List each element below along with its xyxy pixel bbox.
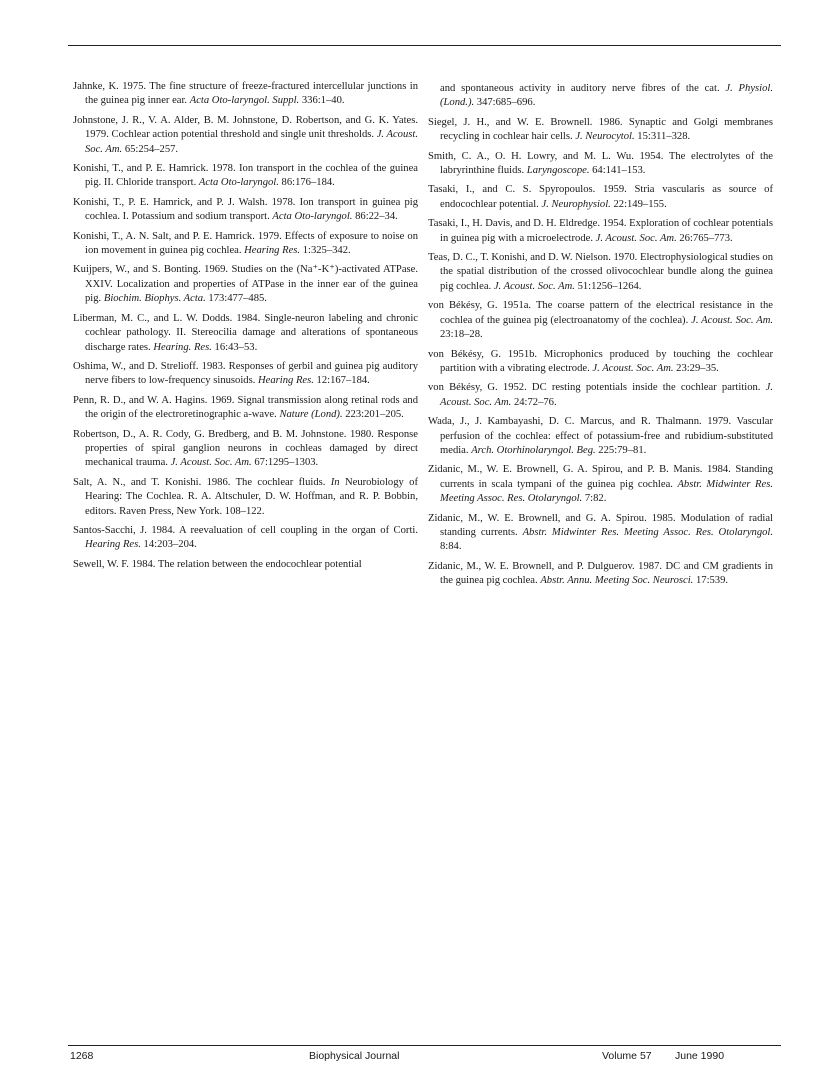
reference-citation: 67:1295–1303. [251, 457, 319, 469]
reference-text: Teas, D. C., T. Konishi, and D. W. Nielson. 1970. Electrophysiological studies on the spatial distribution of the crossed olivocochlear bundle along the guinea pig cochlea. [428, 252, 773, 292]
reference-text: Zidanic, M., W. E. Brownell, G. A. Spirou, and P. B. Manis. 1984. Standing currents in scala tympani of the guinea pig cochlea. [428, 464, 773, 490]
reference-text: Konishi, T., P. E. Hamrick, and P. J. Walsh. 1978. Ion transport in guinea pig cochlea. I. Potassium and sodium transport. [73, 196, 418, 223]
reference-text: Zidanic, M., W. E. Brownell, and G. A. Spirou. 1985. Modulation of radial standing currents. [428, 512, 773, 538]
reference-citation: 223:201–205. [342, 409, 404, 421]
reference-entry [73, 524, 418, 553]
reference-text: Konishi, T., and P. E. Hamrick. 1978. Ion transport in the cochlea of the guinea pig. II. Chloride transport. [73, 163, 418, 189]
reference-journal: J. Neurophysiol. [541, 198, 611, 210]
reference-text: Smith, C. A., O. H. Lowry, and M. L. Wu. 1954. The electrolytes of the labryrinthine fluids. [428, 150, 773, 177]
reference-journal: Abstr. Annu. Meeting Soc. Neurosci. [540, 575, 694, 587]
reference-entry [428, 299, 773, 342]
reference-journal: Laryngoscope. [526, 165, 590, 177]
reference-entry [73, 360, 418, 389]
reference-entry [73, 476, 418, 519]
reference-entry [428, 560, 773, 589]
references-right-column [428, 82, 773, 594]
reference-journal: Abstr. Midwinter Res. Meeting Assoc. Res. Otolaryngol. [522, 526, 773, 538]
reference-entry [428, 217, 773, 246]
reference-text: von Békésy, G. 1951b. Microphonics produced by touching the cochlear partition with a vibrating electrode. [428, 348, 773, 374]
footer-volume: Volume 57 [602, 1050, 652, 1062]
reference-citation: 86:22–34. [352, 211, 398, 223]
reference-text: Siegel, J. H., and W. E. Brownell. 1986. Synaptic and Golgi membranes recycling in cochlear hair cells. [428, 116, 773, 143]
reference-citation: 7:82. [582, 493, 607, 505]
reference-citation: 8:84. [440, 541, 462, 553]
reference-entry [428, 82, 773, 111]
reference-journal: Biochim. Biophys. Acta. [103, 293, 206, 305]
reference-entry [73, 80, 418, 109]
reference-citation: 23:18–28. [440, 329, 483, 341]
reference-entry [428, 381, 773, 410]
reference-text: Kuijpers, W., and S. Bonting. 1969. Studies on the (Na⁺-K⁺)-activated ATPase. XXIV. Localization and properties of ATPase in the inner ear of the guinea pig. [73, 264, 418, 305]
reference-citation: 14:203–204. [140, 539, 197, 551]
reference-entry [73, 162, 418, 191]
reference-entry [428, 415, 773, 458]
reference-citation: 64:141–153. [589, 165, 646, 177]
reference-journal: J. Physiol. (Lond.). [440, 83, 773, 109]
reference-text: Konishi, T., A. N. Salt, and P. E. Hamrick. 1979. Effects of exposure to noise on ion movement in guinea pig cochlea. [73, 230, 418, 257]
reference-citation: 12:167–184. [313, 375, 370, 387]
reference-text: and spontaneous activity in auditory nerve fibres of the cat. [440, 83, 726, 94]
reference-entry [428, 150, 773, 179]
reference-citation: 1:325–342. [300, 245, 351, 257]
reference-text: Robertson, D., A. R. Cody, G. Bredberg, and B. M. Johnstone. 1980. Response properties of spiral ganglion neurons in cochleas damaged by direct mechanical trauma. [73, 428, 418, 469]
reference-journal: In [330, 476, 340, 488]
reference-citation: 22:149–155. [610, 198, 667, 210]
reference-entry [428, 116, 773, 145]
reference-entry [428, 463, 773, 506]
reference-text: Oshima, W., and D. Strelioff. 1983. Responses of gerbil and guinea pig auditory nerve fibers to low-frequency sinusoids. [73, 360, 418, 387]
reference-citation: 17:539. [693, 575, 729, 587]
reference-text: von Békésy, G. 1951a. The coarse pattern of the electrical resistance in the cochlea of the guinea pig (electroanatomy of the cochlea). [428, 300, 773, 326]
reference-citation: Neurobiology of Hearing: The Cochlea. R. A. Altschuler, D. W. Hoffman, and R. P. Bobbin, editors. Raven Press, New York. 108–122. [85, 476, 418, 517]
reference-journal: Acta Oto-laryngol. Suppl. [189, 95, 300, 107]
reference-text: Zidanic, M., W. E. Brownell, and P. Dulguerov. 1987. DC and CM gradients in the guinea pig cochlea. [428, 560, 773, 587]
reference-entry [73, 114, 418, 157]
footer-date: June 1990 [675, 1050, 725, 1062]
reference-journal: Hearing. Res. [153, 341, 212, 353]
reference-entry [73, 230, 418, 259]
reference-text: Jahnke, K. 1975. The fine structure of freeze-fractured intercellular junctions in the guinea pig inner ear. [73, 81, 418, 107]
reference-journal: Arch. Otorhinolaryngol. Beg. [471, 444, 596, 456]
reference-citation: 336:1–40. [299, 95, 345, 107]
reference-text: Liberman, M. C., and L. W. Dodds. 1984. Single-neuron labeling and chronic cochlear pathology. II. Stereocilia damage and alterations of spontaneous discharge rates. [73, 312, 418, 353]
reference-citation: 51:1256–1264. [574, 280, 642, 292]
reference-text: Sewell, W. F. 1984. The relation between the endocochlear potential [73, 558, 362, 570]
reference-entry [428, 348, 773, 377]
reference-citation: 225:79–81. [595, 444, 647, 456]
reference-citation: 16:43–53. [211, 341, 258, 353]
reference-journal: J. Acoust. Soc. Am. [595, 232, 677, 244]
reference-citation: 24:72–76. [511, 396, 557, 408]
reference-journal: Hearing Res. [244, 245, 301, 257]
reference-text: von Békésy, G. 1952. DC resting potentials inside the cochlear partition. [428, 382, 766, 394]
reference-journal: Hearing Res. [85, 539, 141, 551]
reference-entry [73, 196, 418, 225]
reference-citation: 15:311–328. [634, 131, 691, 143]
reference-entry [73, 558, 418, 572]
reference-citation: 173:477–485. [205, 293, 267, 305]
reference-entry [428, 251, 773, 294]
reference-journal: Acta Oto-laryngol. [198, 177, 279, 189]
reference-journal: Nature (Lond). [279, 409, 343, 421]
reference-journal: J. Acoust. Soc. Am. [170, 457, 252, 469]
reference-text: Tasaki, I., and C. S. Spyropoulos. 1959. Stria vascularis as source of endocochlear potential. [428, 184, 773, 210]
reference-citation: 86:176–184. [278, 177, 335, 189]
reference-text: Salt, A. N., and T. Konishi. 1986. The cochlear fluids. [73, 476, 331, 488]
footer-rule [68, 1045, 781, 1046]
reference-entry [73, 312, 418, 355]
reference-journal: Abstr. Midwinter Res. Meeting Assoc. Res. Otolaryngol. [440, 478, 774, 505]
reference-entry [73, 394, 418, 423]
footer-page-number: 1268 [70, 1050, 94, 1062]
reference-citation: 347:685–696. [474, 97, 536, 109]
reference-text: Johnstone, J. R., V. A. Alder, B. M. Johnstone, D. Robertson, and G. K. Yates. 1979. Cochlear action potential threshold and single unit thresholds. [73, 114, 418, 141]
reference-journal: J. Acoust. Soc. Am. [440, 382, 773, 408]
reference-entry [428, 183, 773, 212]
reference-citation: 23:29–35. [673, 362, 719, 374]
reference-journal: J. Neurocytol. [575, 131, 635, 143]
reference-journal: J. Acoust. Soc. Am. [85, 129, 418, 155]
references-left-column [73, 80, 418, 577]
reference-journal: J. Acoust. Soc. Am. [493, 280, 575, 292]
reference-entry [428, 512, 773, 555]
reference-citation: 26:765–773. [676, 232, 733, 244]
reference-journal: Hearing Res. [258, 375, 314, 387]
reference-citation: 65:254–257. [122, 143, 179, 155]
top-rule [68, 45, 781, 46]
reference-journal: J. Acoust. Soc. Am. [691, 314, 773, 326]
reference-entry [73, 263, 418, 306]
reference-journal: Acta Oto-laryngol. [272, 211, 353, 223]
reference-text: Penn, R. D., and W. A. Hagins. 1969. Signal transmission along retinal rods and the origin of the electroretinographic a-wave. [73, 394, 418, 421]
reference-text: Santos-Sacchi, J. 1984. A reevaluation of cell coupling in the organ of Corti. [73, 524, 418, 536]
reference-entry [73, 428, 418, 471]
footer-journal-name: Biophysical Journal [309, 1050, 400, 1062]
reference-text: Tasaki, I., H. Davis, and D. H. Eldredge. 1954. Exploration of cochlear potentials in guinea pig with a microelectrode. [428, 218, 773, 244]
reference-journal: J. Acoust. Soc. Am. [592, 362, 674, 374]
reference-text: Wada, J., J. Kambayashi, D. C. Marcus, and R. Thalmann. 1979. Vascular perfusion of the cochlea: effect of potassium-free and rubidium-substituted media. [428, 416, 773, 456]
